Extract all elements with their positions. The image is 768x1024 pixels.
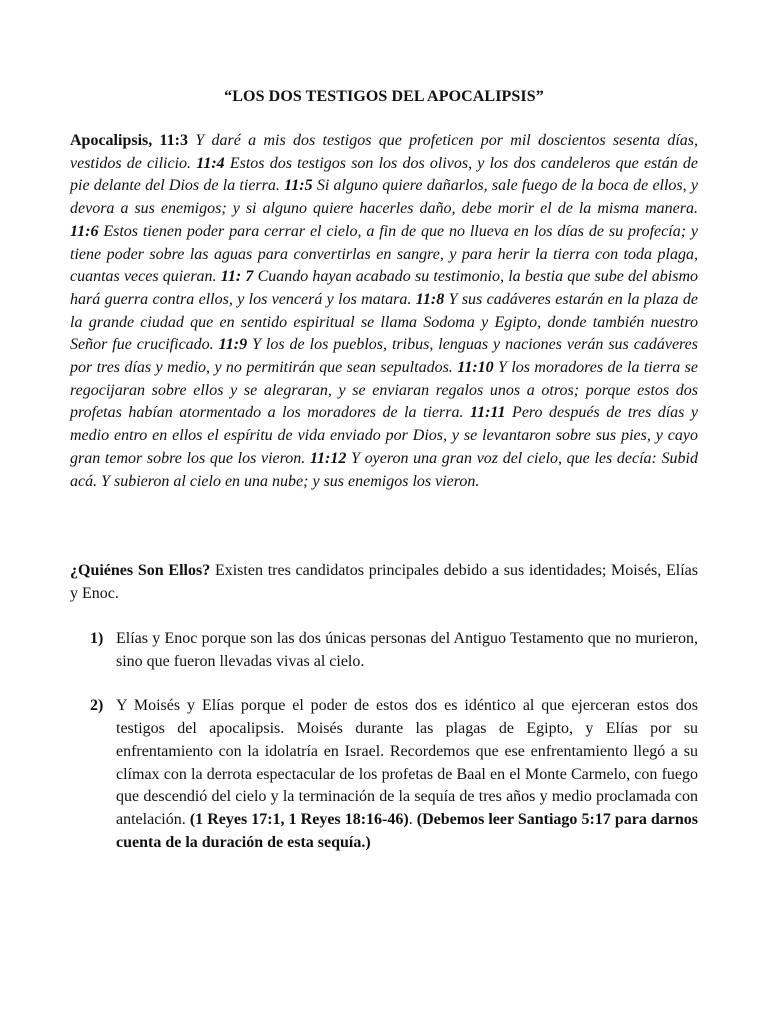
verse-3-text: Y daré a mis dos testigos que profeticen por mil doscientos sesenta días, vestidos de cilicio. <box>70 132 698 172</box>
verse-7-text: Cuando hayan acabado su testimonio, la bestia que sube del abismo hará guerra contra ellos, y los vencerá y los matara. <box>70 268 699 308</box>
list-item-number: 1) <box>90 630 104 647</box>
question-text: Existen tres candidatos principales debido a sus identidades; Moisés, Elías y Enoc. <box>70 562 699 602</box>
list-item: 2) Y Moisés y Elías porque el poder de estos dos es idéntico al que ejerceran estos dos testigos del apocalipsis. Moisés durante las plagas de Egipto, y Elías por su enfrentamiento con la idolatría en Israel. Recordemos que ese enfrentamiento llegó a su clímax con la derrota espectacular de los profetas de Baal en el Monte Carmelo, con fuego que descendió del cielo y la terminación de la sequía de tres años y medio proclamada con antelación. (1 Reyes 17:1, 1 Reyes 18:16-46). (Debemos leer Santiago 5:17 para darnos cuenta de la duración de esta sequía.) <box>90 697 699 851</box>
page-title: “LOS DOS TESTIGOS DEL APOCALIPSIS” <box>224 88 544 105</box>
list-item-note: (Debemos leer Santiago 5:17 para darnos cuenta de la duración de esta sequía.) <box>116 810 699 851</box>
list-item-text: Elías y Enoc porque son las dos únicas personas del Antiguo Testamento que no murieron, sino que fueron llevadas vivas al cielo. <box>116 630 698 670</box>
question-paragraph <box>70 560 698 605</box>
verse-8-text: Y sus cadáveres estarán en la plaza de la grande ciudad que en sentido espiritual se llama Sodoma y Egipto, donde también nuestro Señor fue crucificado. <box>70 290 698 354</box>
verse-6-number: 11:6 <box>70 222 99 240</box>
verse-11-text: Pero después de tres días y medio entro en ellos el espíritu de vida enviado por Dios, y se levantaron sobre sus pies, y cayo gran temor sobre los que los vieron. <box>70 404 698 467</box>
list-item-references: (1 Reyes 17:1, 1 Reyes 18:16-46) <box>189 810 409 828</box>
verse-9-text: Y los de los pueblos, tribus, lenguas y naciones verán sus cadáveres por tres días y medio, y no permitirán que sean sepultados. <box>70 336 699 377</box>
verse-4-number: 11:4 <box>196 154 225 172</box>
verse-11-number: 11:11 <box>469 404 506 422</box>
candidates-list <box>70 628 698 854</box>
scripture-passage <box>70 130 698 493</box>
passage-reference: Apocalipsis, 11:3 <box>70 132 188 149</box>
verse-6-text: Estos tienen poder para cerrar el cielo, a fin de que no llueva en los días de su profecía; y tiene poder sobre las aguas para convertirlas en sangre, y para herir la tierra con toda plaga, cuantas veces quieran. <box>70 222 699 286</box>
verse-10-number: 11:10 <box>457 359 494 377</box>
verse-12-number: 11:12 <box>309 449 347 467</box>
verse-5-number: 11:5 <box>284 177 313 195</box>
verse-7-number: 11: 7 <box>220 268 254 286</box>
question-label: ¿Quiénes Son Ellos? <box>70 562 211 579</box>
verse-12-text: Y oyeron una gran voz del cielo, que les decía: Subid acá. Y subieron al cielo en una nube; y sus enemigos los vieron. <box>70 449 698 490</box>
verse-5-text: Si alguno quiere dañarlos, sale fuego de la boca de ellos, y devora a sus enemigos; y si alguno quiere hacerles daño, debe morir el de la misma manera. <box>70 177 699 218</box>
verse-10-text: Y los moradores de la tierra se regocijaran sobre ellos y se alegraran, y se enviaran regalos unos a otros; porque estos dos profetas habían atormentado a los moradores de la tierra. <box>70 359 699 422</box>
list-item <box>70 628 698 673</box>
verse-9-number: 11:9 <box>218 336 248 354</box>
list-item-number: 2) <box>90 697 104 715</box>
verse-4-text: Estos dos testigos son los dos olivos, y los dos candeleros que están de pie delante del Dios de la tierra. <box>70 154 698 195</box>
list-item-text: Y Moisés y Elías porque el poder de estos dos es idéntico al que ejerceran estos dos testigos del apocalipsis. Moisés durante las plagas de Egipto, y Elías por su enfrentamiento con la idolatría en Israel. Recordemos que ese enfrentamiento llegó a su clímax con la derrota espectacular de los profetas de Baal en el Monte Carmelo, con fuego que descendió del cielo y la terminación de la sequía de tres años y medio proclamada con antelación. <box>116 697 698 828</box>
verse-8-number: 11:8 <box>415 290 445 308</box>
